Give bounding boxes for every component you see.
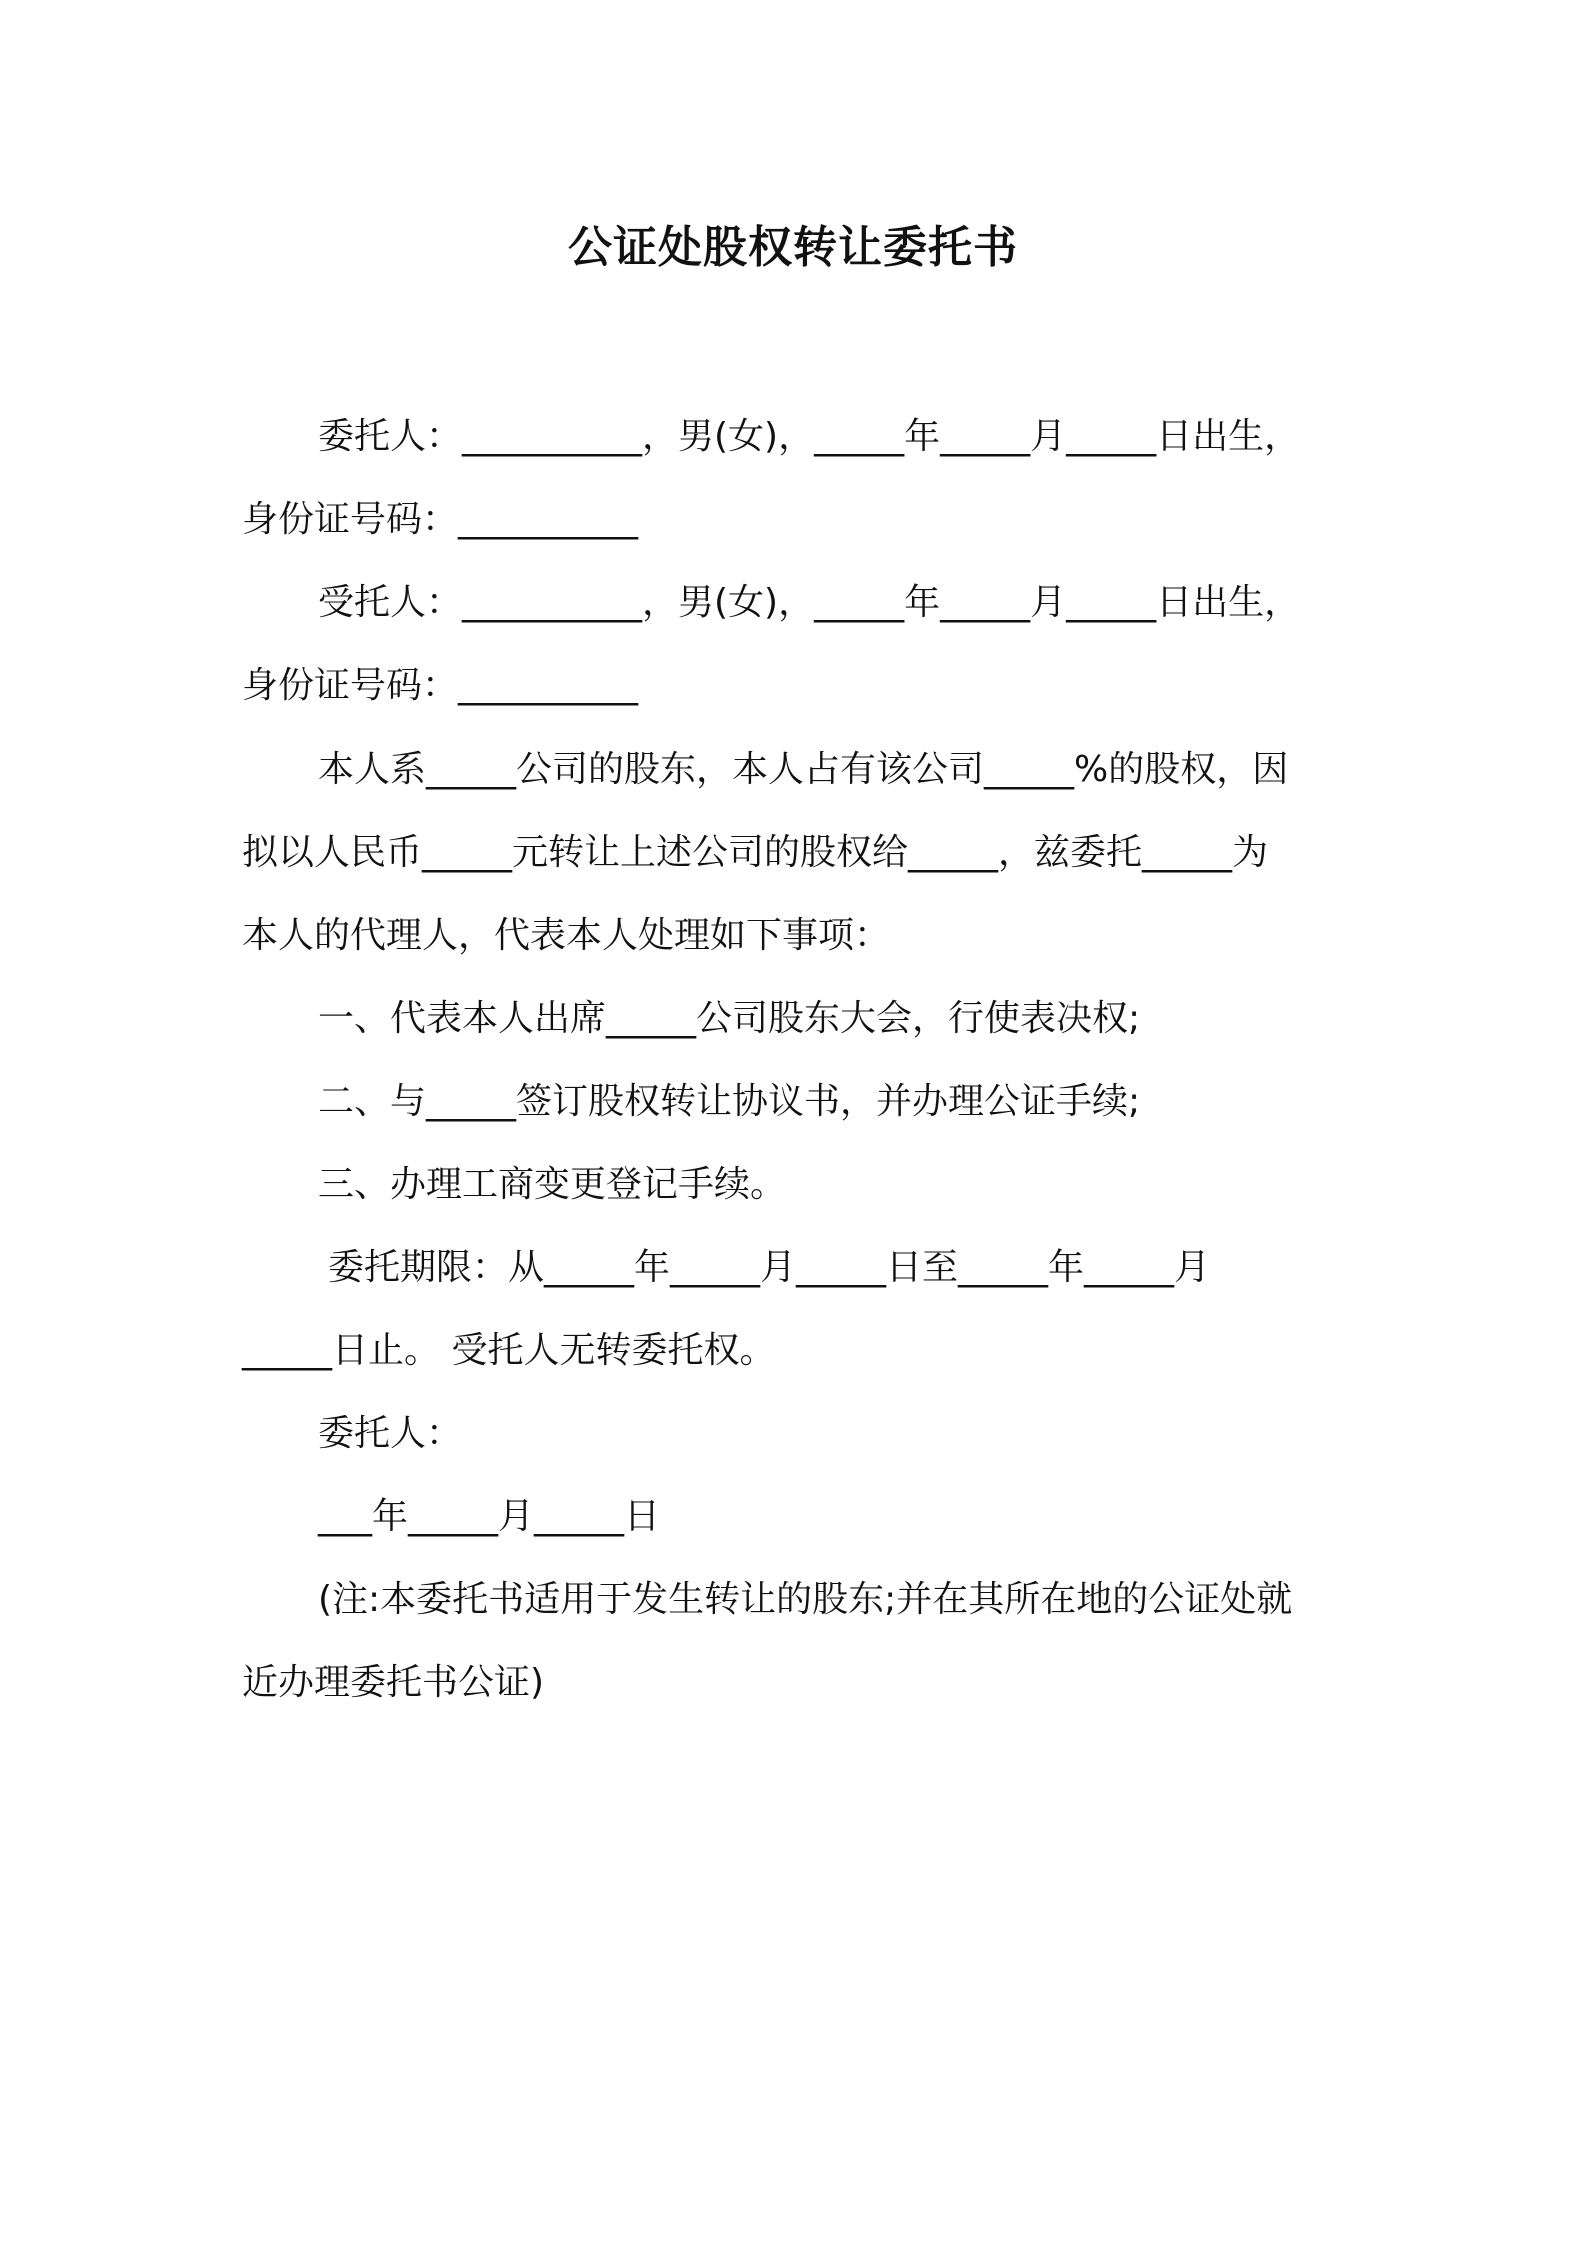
principal-line: 委托人：__________，男(女)，_____年_____月_____日出生， bbox=[318, 416, 1301, 457]
document-title: 公证处股权转让委托书 bbox=[568, 222, 1018, 273]
signature-date: ___年_____月_____日 bbox=[318, 1496, 660, 1537]
item-1: 一、代表本人出席_____公司股东大会，行使表决权; bbox=[318, 998, 1141, 1039]
term-line-2: _____日止。 受托人无转委托权。 bbox=[242, 1330, 776, 1371]
note-line-1: (注:本委托书适用于发生转让的股东;并在其所在地的公证处就 bbox=[318, 1579, 1293, 1620]
item-2: 二、与_____签订股权转让协议书，并办理公证手续; bbox=[318, 1081, 1141, 1122]
agent-id-line: 身份证号码：__________ bbox=[242, 665, 639, 706]
item-3: 三、办理工商变更登记手续。 bbox=[318, 1164, 787, 1205]
agent-line: 受托人：__________，男(女)，_____年_____月_____日出生， bbox=[318, 582, 1301, 623]
signature-label: 委托人： bbox=[318, 1413, 463, 1454]
body-line-2: 拟以人民币_____元转让上述公司的股权给_____，兹委托_____为 bbox=[242, 832, 1269, 873]
principal-id-line: 身份证号码：__________ bbox=[242, 499, 639, 540]
body-line-1: 本人系_____公司的股东，本人占有该公司_____%的股权，因 bbox=[318, 749, 1289, 790]
body-line-3: 本人的代理人，代表本人处理如下事项： bbox=[242, 915, 891, 956]
term-line-1: 委托期限：从_____年_____月_____日至_____年_____月 bbox=[328, 1247, 1211, 1288]
note-line-2: 近办理委托书公证) bbox=[242, 1662, 545, 1703]
